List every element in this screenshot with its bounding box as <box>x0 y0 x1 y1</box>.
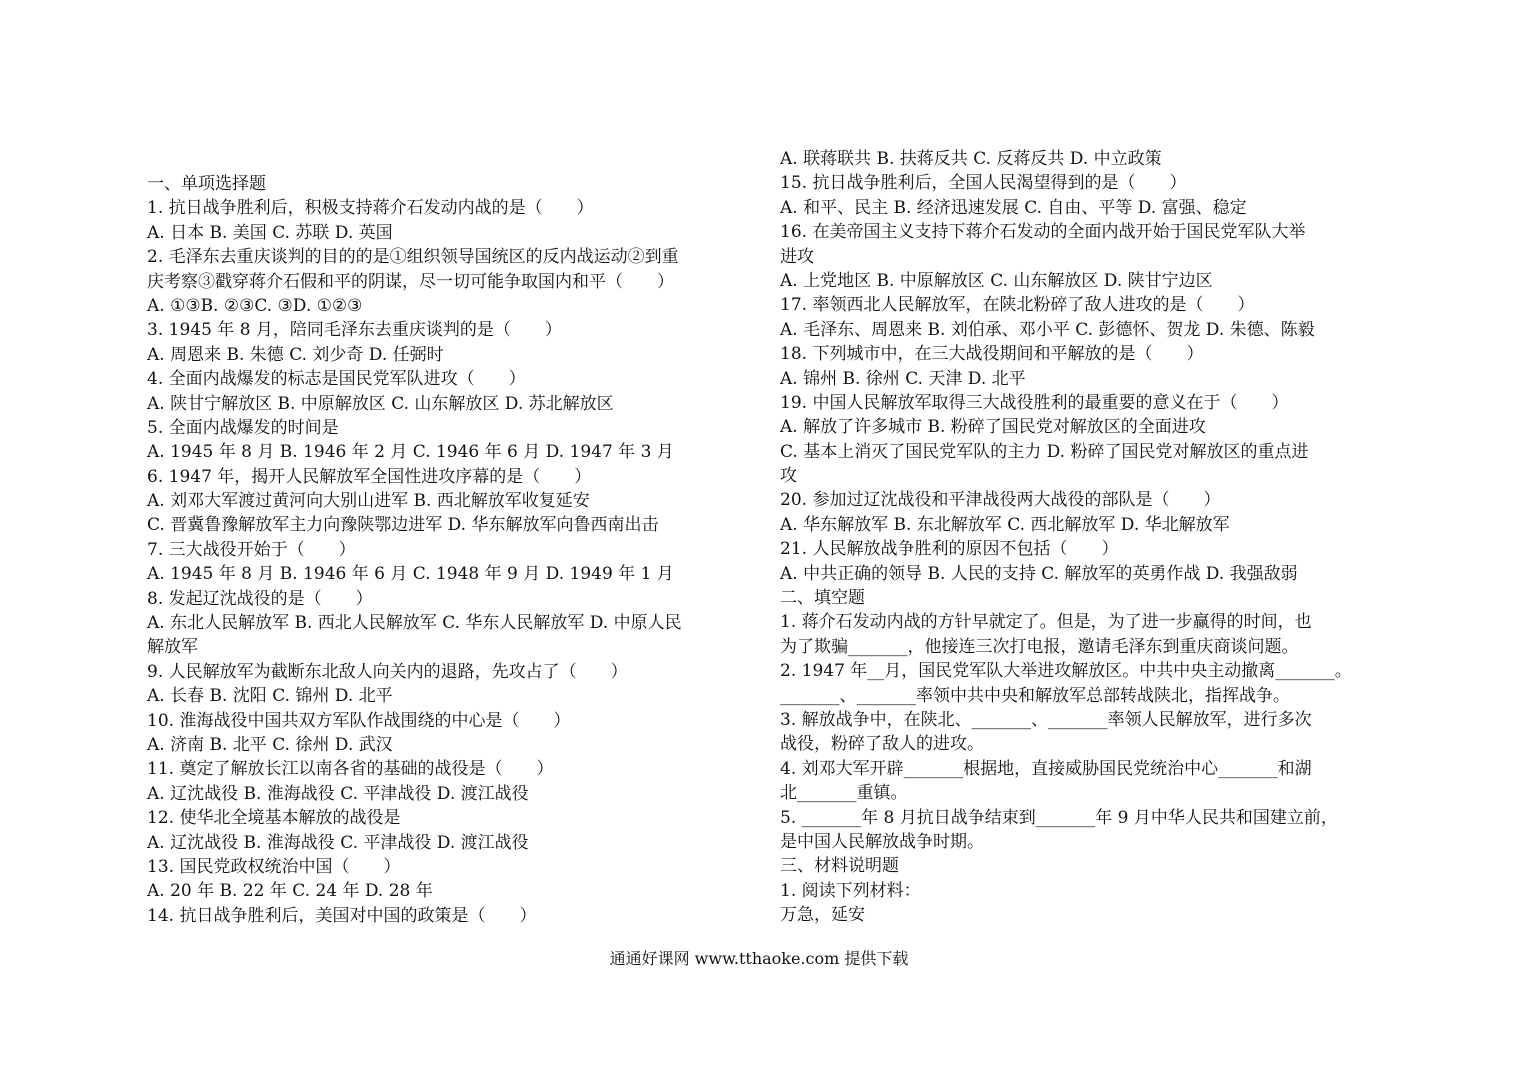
text-line: 2. 毛泽东去重庆谈判的目的的是①组织领导国统区的反内战运动②到重 <box>147 247 679 268</box>
text-line: 攻 <box>780 466 797 487</box>
text-line: C. 晋冀鲁豫解放军主力向豫陕鄂边进军 D. 华东解放军向鲁西南出击 <box>147 515 659 536</box>
text-line: A. 20 年 B. 22 年 C. 24 年 D. 28 年 <box>147 881 433 902</box>
text-line: 战役，粉碎了敌人的进攻。 <box>780 734 984 755</box>
text-line: 5. 全面内战爆发的时间是 <box>147 417 339 438</box>
text-line: 14. 抗日战争胜利后，美国对中国的政策是（ ） <box>147 905 537 926</box>
text-line: 4. 全面内战爆发的标志是国民党军队进攻（ ） <box>147 369 526 390</box>
text-line: A. 华东解放军 B. 东北解放军 C. 西北解放军 D. 华北解放军 <box>780 514 1230 535</box>
text-line: A. 日本 B. 美国 C. 苏联 D. 英国 <box>147 222 393 243</box>
text-line: A. ①③B. ②③C. ③D. ①②③ <box>147 295 363 316</box>
text-line: A. 济南 B. 北平 C. 徐州 D. 武汉 <box>147 734 393 755</box>
left-column <box>147 172 747 928</box>
text-line: 三、材料说明题 <box>780 856 899 877</box>
text-line: 10. 淮海战役中国共双方军队作战围绕的中心是（ ） <box>147 710 571 731</box>
text-line: 7. 三大战役开始于（ ） <box>147 539 356 560</box>
text-line: 1. 抗日战争胜利后，积极支持蒋介石发动内战的是（ ） <box>147 198 594 219</box>
text-line: 进攻 <box>780 246 814 267</box>
text-line: 21. 人民解放战争胜利的原因不包括（ ） <box>780 539 1119 560</box>
text-line: 1. 阅读下列材料： <box>780 880 921 901</box>
text-line: 12. 使华北全境基本解放的战役是 <box>147 808 401 829</box>
text-line: 北_______重镇。 <box>780 783 908 804</box>
text-line: A. 长春 B. 沈阳 C. 锦州 D. 北平 <box>147 686 393 707</box>
text-line: 19. 中国人民解放军取得三大战役胜利的最重要的意义在于（ ） <box>780 392 1289 413</box>
text-line: A. 周恩来 B. 朱德 C. 刘少奇 D. 任弼时 <box>147 344 444 365</box>
text-line: 13. 国民党政权统治中国（ ） <box>147 856 401 877</box>
text-line: A. 1945 年 8 月 B. 1946 年 2 月 C. 1946 年 6 月 D. 1947 年 3 月 <box>147 442 674 463</box>
text-line: A. 东北人民解放军 B. 西北人民解放军 C. 华东人民解放军 D. 中原人民 <box>147 613 682 634</box>
text-line: 5. _______年 8 月抗日战争结束到_______年 9 月中华人民共和国建立前， <box>780 807 1338 828</box>
text-line: 为了欺骗_______，他接连三次打电报，邀请毛泽东到重庆商谈问题。 <box>780 636 1299 657</box>
text-line: A. 上党地区 B. 中原解放区 C. 山东解放区 D. 陕甘宁边区 <box>780 270 1213 291</box>
text-line: 庆考察③戳穿蒋介石假和平的阴谋，尽一切可能争取国内和平（ ） <box>147 271 674 292</box>
text-line: A. 锦州 B. 徐州 C. 天津 D. 北平 <box>780 368 1026 389</box>
text-line: 1. 蒋介石发动内战的方针早就定了。但是，为了进一步赢得的时间，也 <box>780 612 1312 633</box>
text-line: 3. 解放战争中，在陕北、_______、_______率领人民解放军，进行多次 <box>780 709 1312 730</box>
text-line: 15. 抗日战争胜利后，全国人民渴望得到的是（ ） <box>780 173 1187 194</box>
text-line: A. 陕甘宁解放区 B. 中原解放区 C. 山东解放区 D. 苏北解放区 <box>147 393 614 414</box>
page-footer: 通通好课网 www.tthaoke.com 提供下载 <box>609 949 909 968</box>
text-line: A. 辽沈战役 B. 淮海战役 C. 平津战役 D. 渡江战役 <box>147 832 529 853</box>
text-line: 17. 率领西北人民解放军，在陕北粉碎了敌人进攻的是（ ） <box>780 295 1255 316</box>
text-line: 6. 1947 年，揭开人民解放军全国性进攻序幕的是（ ） <box>147 466 592 487</box>
text-line: 解放军 <box>147 637 198 658</box>
text-line: C. 基本上消灭了国民党军队的主力 D. 粉碎了国民党对解放区的重点进 <box>780 441 1309 462</box>
text-line: 二、填空题 <box>780 588 865 609</box>
text-line: A. 辽沈战役 B. 淮海战役 C. 平津战役 D. 渡江战役 <box>147 783 529 804</box>
text-line: A. 毛泽东、周恩来 B. 刘伯承、邓小平 C. 彭德怀、贺龙 D. 朱德、陈毅 <box>780 319 1315 340</box>
text-line: 20. 参加过辽沈战役和平津战役两大战役的部队是（ ） <box>780 490 1221 511</box>
text-line: 8. 发起辽沈战役的是（ ） <box>147 588 373 609</box>
text-line: 一、单项选择题 <box>147 174 266 194</box>
text-line: A. 解放了许多城市 B. 粉碎了国民党对解放区的全面进攻 <box>780 417 1206 438</box>
text-line: 4. 刘邓大军开辟_______根据地，直接威胁国民党统治中心_______和湖 <box>780 758 1312 779</box>
text-line: 是中国人民解放战争时期。 <box>780 831 984 852</box>
text-line: 9. 人民解放军为截断东北敌人向关内的退路，先攻占了（ ） <box>147 661 628 682</box>
text-line: 万急，延安 <box>780 905 865 926</box>
text-line: A. 和平、民主 B. 经济迅速发展 C. 自由、平等 D. 富强、稳定 <box>780 197 1247 218</box>
text-line: _______、_______率领中共中央和解放军总部转战陕北，指挥战争。 <box>780 685 1290 706</box>
text-line: 11. 奠定了解放长江以南各省的基础的战役是（ ） <box>147 759 554 780</box>
text-line: 16. 在美帝国主义支持下蒋介石发动的全面内战开始于国民党军队大举 <box>780 222 1306 243</box>
text-line: A. 中共正确的领导 B. 人民的支持 C. 解放军的英勇作战 D. 我强敌弱 <box>780 563 1298 584</box>
text-line: A. 刘邓大军渡过黄河向大别山进军 B. 西北解放军收复延安 <box>147 491 590 512</box>
text-line: A. 1945 年 8 月 B. 1946 年 6 月 C. 1948 年 9 月 D. 1949 年 1 月 <box>147 564 674 585</box>
text-line: 18. 下列城市中，在三大战役期间和平解放的是（ ） <box>780 344 1204 365</box>
right-column <box>780 147 1380 928</box>
text-line: 2. 1947 年__月，国民党军队大举进攻解放区。中共中央主动撤离_______。 <box>780 661 1352 682</box>
text-line: A. 联蒋联共 B. 扶蒋反共 C. 反蒋反共 D. 中立政策 <box>780 149 1162 169</box>
text-line: 3. 1945 年 8 月，陪同毛泽东去重庆谈判的是（ ） <box>147 320 562 341</box>
